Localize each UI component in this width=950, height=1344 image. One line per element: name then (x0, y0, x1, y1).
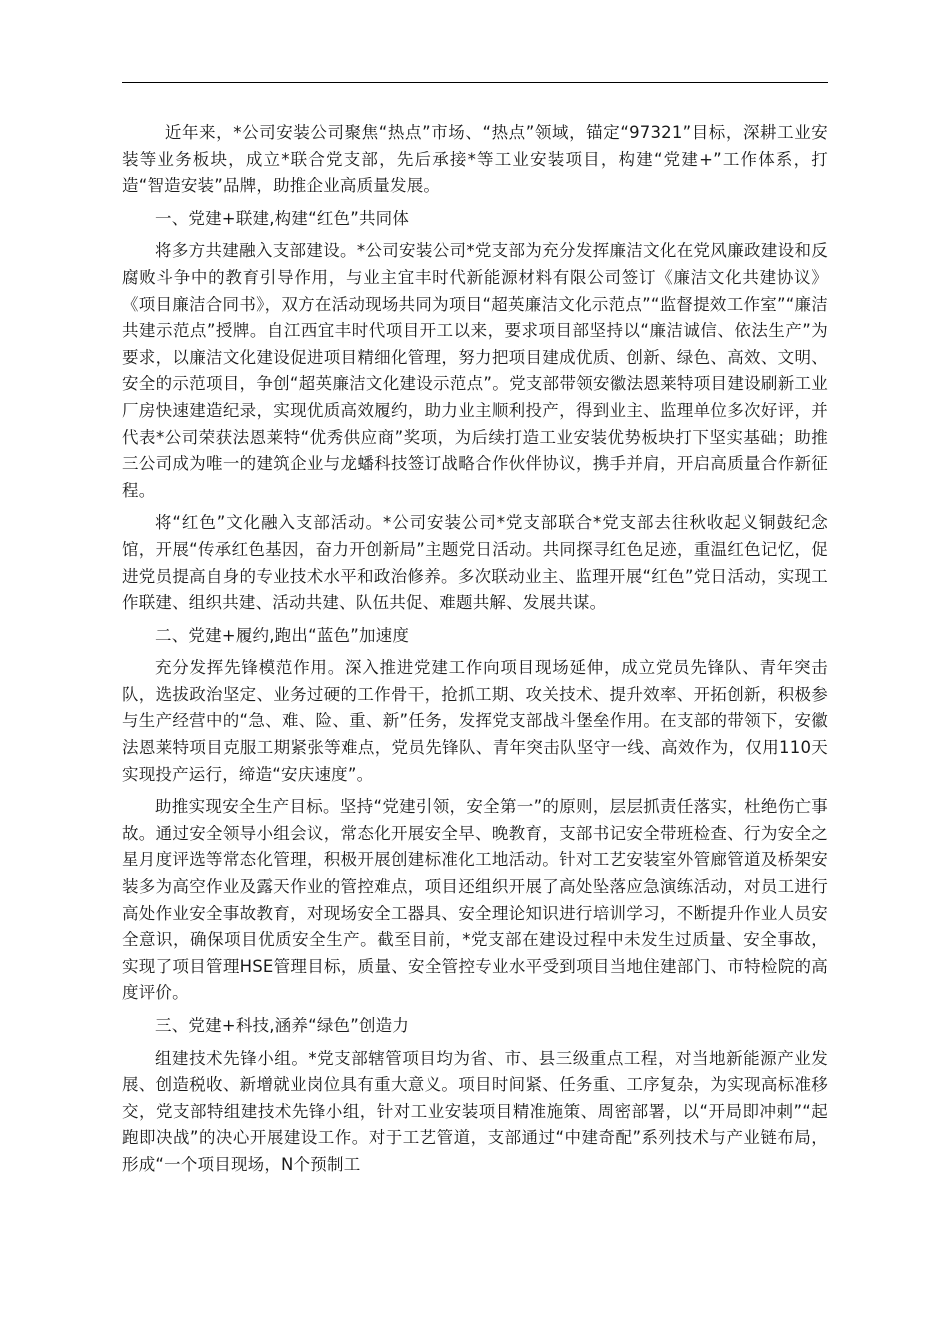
paragraph-2-1: 充分发挥先锋模范作用。深入推进党建工作向项目现场延伸，成立党员先锋队、青年突击队，选拔政治坚定、业务过硬的工作骨干，抢抓工期、攻关技术、提升效率、开拓创新，积极参与生产经营中的“急、难、险、重、新”任务，发挥党支部战斗堡垒作用。在支部的带领下，安徽法恩莱特项目克服工期紧张等难点，党员先锋队、青年突击队坚守一线、高效作为，仅用110天实现投产运行，缔造“安庆速度”。 (122, 658, 828, 784)
paragraph-1-2: 将“红色”文化融入支部活动。*公司安装公司*党支部联合*党支部去往秋收起义铜鼓纪念馆，开展“传承红色基因，奋力开创新局”主题党日活动。共同探寻红色足迹，重温红色记忆，促进党员提高自身的专业技术水平和政治修养。多次联动业主、监理开展“红色”党日活动，实现工作联建、组织共建、活动共建、队伍共促、难题共解、发展共谋。 (122, 513, 828, 613)
paragraph-2-2: 助推实现安全生产目标。坚持“党建引领，安全第一”的原则，层层抓责任落实，杜绝伤亡事故。通过安全领导小组会议，常态化开展安全早、晚教育，支部书记安全带班检查、行为安全之星月度评选等常态化管理，积极开展创建标准化工地活动。针对工艺安装室外管廊管道及桥架安装多为高空作业及露天作业的管控难点，项目还组织开展了高处坠落应急演练活动，对员工进行高处作业安全事故教育，对现场安全工器具、安全理论知识进行培训学习，不断提升作业人员安全意识，确保项目优质安全生产。截至目前，*党支部在建设过程中未发生过质量、安全事故，实现了项目管理HSE管理目标，质量、安全管控专业水平受到项目当地住建部门、市特检院的高度评价。 (122, 797, 828, 1003)
section-heading-2: 二、党建+履约,跑出“蓝色”加速度 (155, 625, 410, 645)
paragraph-intro: 近年来，*公司安装公司聚焦“热点”市场、“热点”领域，锚定“97321”目标，深耕工业安装等业务板块，成立*联合党支部，先后承接*等工业安装项目，构建“党建+”工作体系，打造“智造安装”品牌，助推企业高质量发展。 (122, 123, 828, 196)
paragraph-3-1: 组建技术先锋小组。*党支部辖管项目均为省、市、县三级重点工程，对当地新能源产业发展、创造税收、新增就业岗位具有重大意义。项目时间紧、任务重、工序复杂，为实现高标准移交，党支部特组建技术先锋小组，针对工业安装项目精准施策、周密部署，以“开局即冲刺”“起跑即决战”的决心开展建设工作。对于工艺管道，支部通过“中建奇配”系列技术与产业链布局，形成“一个项目现场，N个预制工 (122, 1048, 828, 1174)
section-heading-3: 三、党建+科技,涵养“绿色”创造力 (155, 1016, 410, 1035)
section-heading-1: 一、党建+联建,构建“红色”共同体 (155, 208, 410, 228)
paragraph-1-1: 将多方共建融入支部建设。*公司安装公司*党支部为充分发挥廉洁文化在党风廉政建设和反腐败斗争中的教育引导作用，与业主宜丰时代新能源材料有限公司签订《廉洁文化共建协议》《项目廉洁合同书》，双方在活动现场共同为项目“超英廉洁文化示范点”“监督提效工作室”“廉洁共建示范点”授牌。自江西宜丰时代项目开工以来，要求项目部坚持以“廉洁诚信、依法生产”为要求，以廉洁文化建设促进项目精细化管理，努力把项目建成优质、创新、绿色、高效、文明、安全的示范项目，争创“超英廉洁文化建设示范点”。党支部带领安徽法恩莱特项目建设刷新工业厂房快速建造纪录，实现优质高效履约，助力业主顺利投产，得到业主、监理单位多次好评，并代表*公司荣获法恩莱特“优秀供应商”奖项，为后续打造工业安装优势板块打下坚实基础；助推三公司成为唯一的建筑企业与龙蟠科技签订战略合作伙伴协议，携手并肩，开启高质量合作新征程。 (122, 241, 828, 500)
document-body (122, 120, 828, 1185)
header-rule (122, 82, 828, 83)
